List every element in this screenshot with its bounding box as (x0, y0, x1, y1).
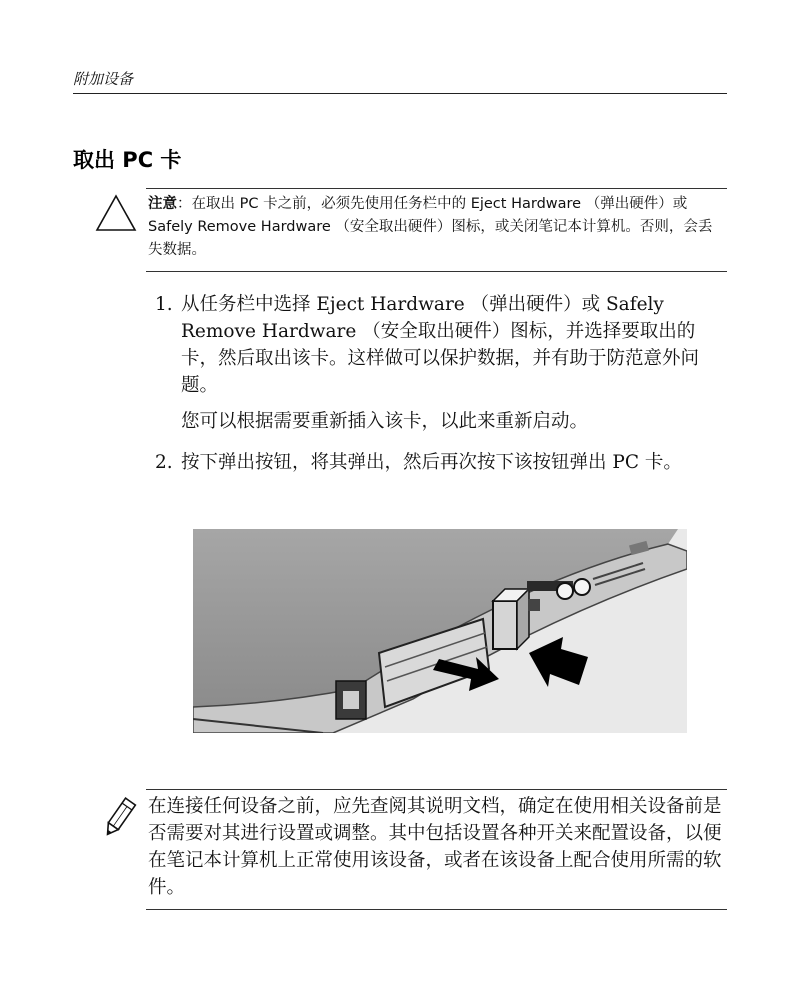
step-2 (155, 449, 730, 476)
note-text: 在连接任何设备之前，应先查阅其说明文档，确定在使用相关设备前是否需要对其进行设置或调整。其中包括设置各种开关来配置设备，以便在笔记本计算机上正常使用该设备，或者在该设备上配合使用所需的软件。 (148, 796, 722, 898)
step-text: 按下弹出按钮，将其弹出，然后再次按下该按钮弹出 PC 卡。 (181, 452, 682, 473)
caution-text: ：在取出 PC 卡之前，必须先使用任务栏中的 Eject Hardware （弹出硬件）或 Safely Remove Hardware （安全取出硬件）图标，或关闭笔记本计算机。否则，会丢失数据。 (148, 196, 713, 258)
note-top-divider (146, 789, 727, 790)
step-1 (155, 291, 730, 399)
note-bottom-divider (146, 909, 727, 910)
caution-block (148, 193, 718, 262)
caution-top-divider (146, 188, 727, 189)
pencil-note-icon (97, 796, 141, 840)
step-number: 1. (155, 294, 173, 315)
step-1-remark: 您可以根据需要重新插入该卡，以此来重新启动。 (181, 411, 589, 432)
running-header: 附加设备 (73, 70, 134, 88)
step-text: 从任务栏中选择 Eject Hardware （弹出硬件）或 Safely Remove Hardware （安全取出硬件）图标，并选择要取出的卡，然后取出该卡。这样做可以保护数据，并有助于防范意外问题。 (181, 294, 700, 396)
caution-label: 注意 (148, 196, 177, 212)
page-title: 取出 PC 卡 (73, 148, 182, 172)
header-divider (73, 93, 727, 94)
caution-triangle-icon (94, 193, 138, 233)
pc-card-eject-illustration (193, 529, 687, 733)
caution-bottom-divider (146, 271, 727, 272)
step-number: 2. (155, 452, 173, 473)
